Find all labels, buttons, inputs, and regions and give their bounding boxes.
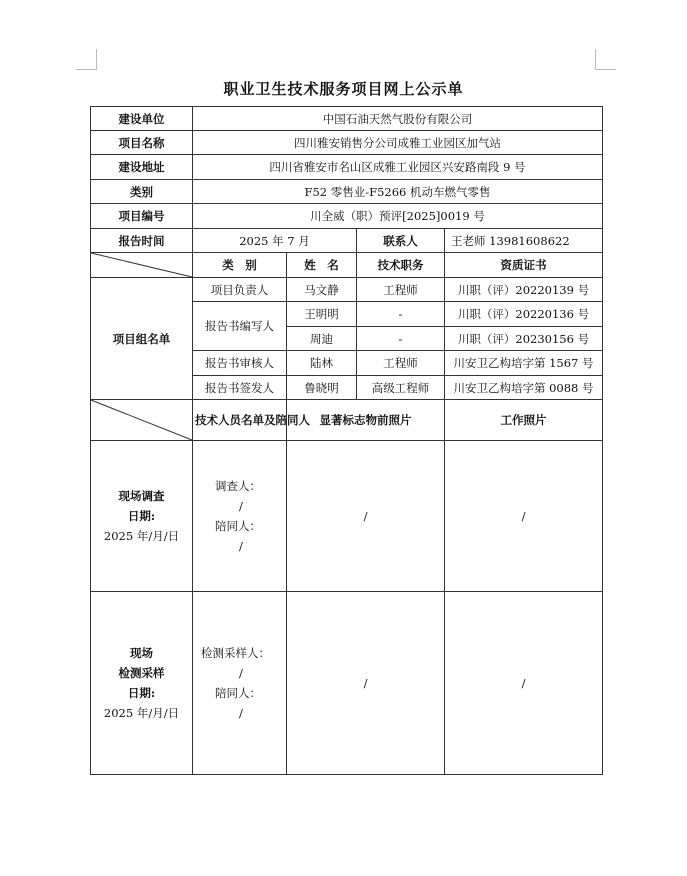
investigator-label: 调查人： bbox=[215, 479, 261, 493]
construction-unit-label: 建设单位 bbox=[91, 107, 193, 131]
team-header-row bbox=[91, 253, 603, 278]
contact-label: 联系人 bbox=[357, 229, 445, 253]
team-member-title: 工程师 bbox=[357, 278, 445, 302]
sampler-value: / bbox=[239, 666, 243, 680]
team-member-title: 工程师 bbox=[357, 351, 445, 376]
report-time-label: 报告时间 bbox=[91, 229, 193, 253]
diagonal-line bbox=[91, 253, 192, 277]
row-construction-unit bbox=[91, 107, 603, 131]
survey-landmark-photo: / bbox=[287, 441, 445, 592]
team-role: 项目负责人 bbox=[193, 278, 287, 302]
photos-header-work: 工作照片 bbox=[445, 400, 603, 441]
project-number-label: 项目编号 bbox=[91, 204, 193, 229]
project-number-value: 川全威（职）预评[2025]0019 号 bbox=[193, 204, 603, 229]
survey-label-date-caption: 日期: bbox=[127, 509, 156, 523]
survey-staff-cell bbox=[193, 441, 287, 592]
publicity-form-table bbox=[90, 106, 603, 775]
category-value: F52 零售业-F5266 机动车燃气零售 bbox=[193, 180, 603, 204]
team-member-title: 高级工程师 bbox=[357, 376, 445, 400]
photos-header-staff: 技术人员名单及陪同人 bbox=[193, 400, 287, 441]
corner-mark-top-left bbox=[76, 49, 97, 70]
category-label: 类别 bbox=[91, 180, 193, 204]
row-project-number bbox=[91, 204, 603, 229]
report-time-value: 2025 年 7 月 bbox=[193, 229, 357, 253]
sampler-label: 检测采样人： bbox=[201, 646, 270, 660]
photos-header-row bbox=[91, 400, 603, 441]
sampling-label-date-caption: 日期: bbox=[127, 686, 156, 700]
sampling-work-photo: / bbox=[445, 592, 603, 775]
team-member-certificate: 川职（评）20230156 号 bbox=[445, 327, 603, 351]
survey-work-photo: / bbox=[445, 441, 603, 592]
contact-value: 王老师 13981608622 bbox=[445, 229, 603, 253]
row-project-name bbox=[91, 131, 603, 155]
row-category bbox=[91, 180, 603, 204]
survey-companion-label: 陪同人： bbox=[215, 519, 261, 533]
team-member-name: 鲁晓明 bbox=[287, 376, 357, 400]
survey-row bbox=[91, 441, 603, 592]
team-member-certificate: 川安卫乙构培字第 0088 号 bbox=[445, 376, 603, 400]
construction-address-value: 四川省雅安市名山区成雅工业园区兴安路南段 9 号 bbox=[193, 155, 603, 180]
team-member-name: 周迪 bbox=[287, 327, 357, 351]
diagonal-header-cell bbox=[91, 253, 193, 278]
sampling-landmark-photo: / bbox=[287, 592, 445, 775]
team-row bbox=[91, 278, 603, 302]
sampling-label-line2: 检测采样 bbox=[118, 666, 165, 680]
sampling-staff-cell bbox=[193, 592, 287, 775]
sampling-row bbox=[91, 592, 603, 775]
sampling-date: 2025 年/月/日 bbox=[103, 706, 180, 720]
construction-address-label: 建设地址 bbox=[91, 155, 193, 180]
survey-label-cell bbox=[91, 441, 193, 592]
team-header-name: 姓 名 bbox=[287, 253, 357, 278]
photos-header-landmark: 显著标志物前照片 bbox=[287, 400, 445, 441]
sampling-label-line1: 现场 bbox=[130, 646, 153, 660]
construction-unit-value: 中国石油天然气股份有限公司 bbox=[193, 107, 603, 131]
team-member-title: - bbox=[357, 327, 445, 351]
diagonal-line bbox=[91, 400, 192, 440]
team-member-certificate: 川安卫乙构培字第 1567 号 bbox=[445, 351, 603, 376]
team-section-label: 项目组名单 bbox=[91, 278, 193, 400]
project-name-label: 项目名称 bbox=[91, 131, 193, 155]
row-construction-address bbox=[91, 155, 603, 180]
survey-date: 2025 年/月/日 bbox=[103, 529, 180, 543]
team-member-title: - bbox=[357, 302, 445, 327]
team-member-certificate: 川职（评）20220139 号 bbox=[445, 278, 603, 302]
document-title: 职业卫生技术服务项目网上公示单 bbox=[223, 80, 464, 98]
diagonal-header-cell bbox=[91, 400, 193, 441]
survey-companion-value: / bbox=[239, 539, 243, 553]
team-member-name: 陆林 bbox=[287, 351, 357, 376]
team-role: 报告书签发人 bbox=[193, 376, 287, 400]
team-header-category: 类 别 bbox=[193, 253, 287, 278]
row-report-time bbox=[91, 229, 603, 253]
team-member-name: 马文静 bbox=[287, 278, 357, 302]
investigator-value: / bbox=[239, 499, 243, 513]
survey-label-title: 现场调查 bbox=[118, 489, 165, 503]
corner-mark-top-right bbox=[595, 49, 616, 70]
team-member-certificate: 川职（评）20220136 号 bbox=[445, 302, 603, 327]
team-header-title: 技术职务 bbox=[357, 253, 445, 278]
project-name-value: 四川雅安销售分公司成雅工业园区加气站 bbox=[193, 131, 603, 155]
sampling-companion-value: / bbox=[239, 706, 243, 720]
team-header-certificate: 资质证书 bbox=[445, 253, 603, 278]
team-role: 报告书编写人 bbox=[193, 302, 287, 351]
sampling-label-cell bbox=[91, 592, 193, 775]
team-role: 报告书审核人 bbox=[193, 351, 287, 376]
team-member-name: 王明明 bbox=[287, 302, 357, 327]
sampling-companion-label: 陪同人： bbox=[215, 686, 261, 700]
